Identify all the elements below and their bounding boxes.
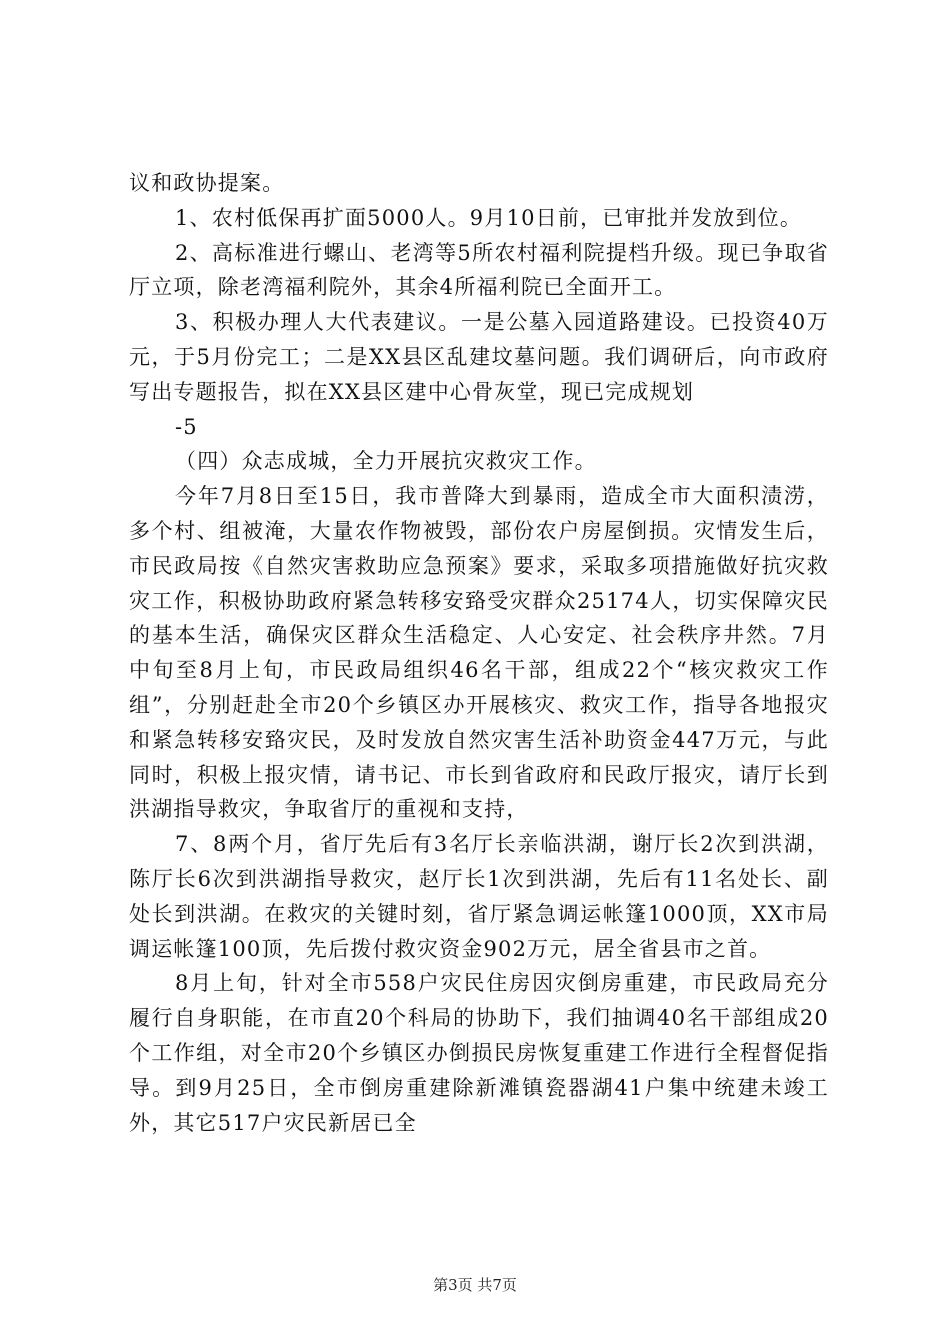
paragraph-9: 8月上旬，针对全市558户灾民住房因灾倒房重建，市民政局充分履行自身职能，在市直20个科局的协助下，我们抽调40名干部组成20个工作组，对全市20个乡镇区办倒损民房恢复重建工作进行全程督促指导。到9月25日，全市倒房重建除新滩镇瓷器湖41户集中统建未竣工外，其它517户灾民新居已全	[129, 971, 829, 1135]
paragraph-7: 今年7月8日至15日，我市普降大到暴雨，造成全市大面积渍涝，多个村、组被淹，大量农作物被毁，部份农户房屋倒损。灾情发生后，市民政局按《自然灾害救助应急预案》要求，采取多项措施做好抗灾救灾工作，积极协助政府紧急转移安臵受灾群众25174人，切实保障灾民的基本生活，确保灾区群众生活稳定、人心安定、社会秩序井然。7月中旬至8月上旬，市民政局组织46名干部，组成22个“核灾救灾工作组”，分别赶赴全市20个乡镇区办开展核灾、救灾工作，指导各地报灾和紧急转移安臵灾民，及时发放自然灾害生活补助资金447万元，与此同时，积极上报灾情，请书记、市长到省政府和民政厅报灾，请厅长到洪湖指导救灾，争取省厅的重视和支持，	[129, 484, 829, 822]
paragraph-3: 2、高标准进行螺山、老湾等5所农村福利院提档升级。现已争取省厅立项，除老湾福利院外，其余4所福利院已全面开工。	[129, 240, 829, 300]
document-body	[129, 166, 829, 1140]
paragraph-2: 1、农村低保再扩面5000人。9月10日前，已审批并发放到位。	[175, 205, 803, 230]
paragraph-5: -5	[175, 414, 198, 439]
page-footer: 第3页 共7页	[433, 1276, 517, 1294]
paragraph-8: 7、8两个月，省厅先后有3名厅长亲临洪湖，谢厅长2次到洪湖，陈厅长6次到洪湖指导救灾，赵厅长1次到洪湖，先后有11名处长、副处长到洪湖。在救灾的关键时刻，省厅紧急调运帐篷1000顶，XX市局调运帐篷100顶，先后拨付救灾资金902万元，居全省县市之首。	[129, 832, 829, 961]
section-heading: （四）众志成城，全力开展抗灾救灾工作。	[175, 449, 597, 474]
paragraph-4: 3、积极办理人大代表建议。一是公墓入园道路建设。已投资40万元，于5月份完工；二是XX县区乱建坟墓问题。我们调研后，向市政府写出专题报告，拟在XX县区建中心骨灰堂，现已完成规划	[129, 310, 829, 404]
paragraph-1: 议和政协提案。	[129, 171, 285, 195]
